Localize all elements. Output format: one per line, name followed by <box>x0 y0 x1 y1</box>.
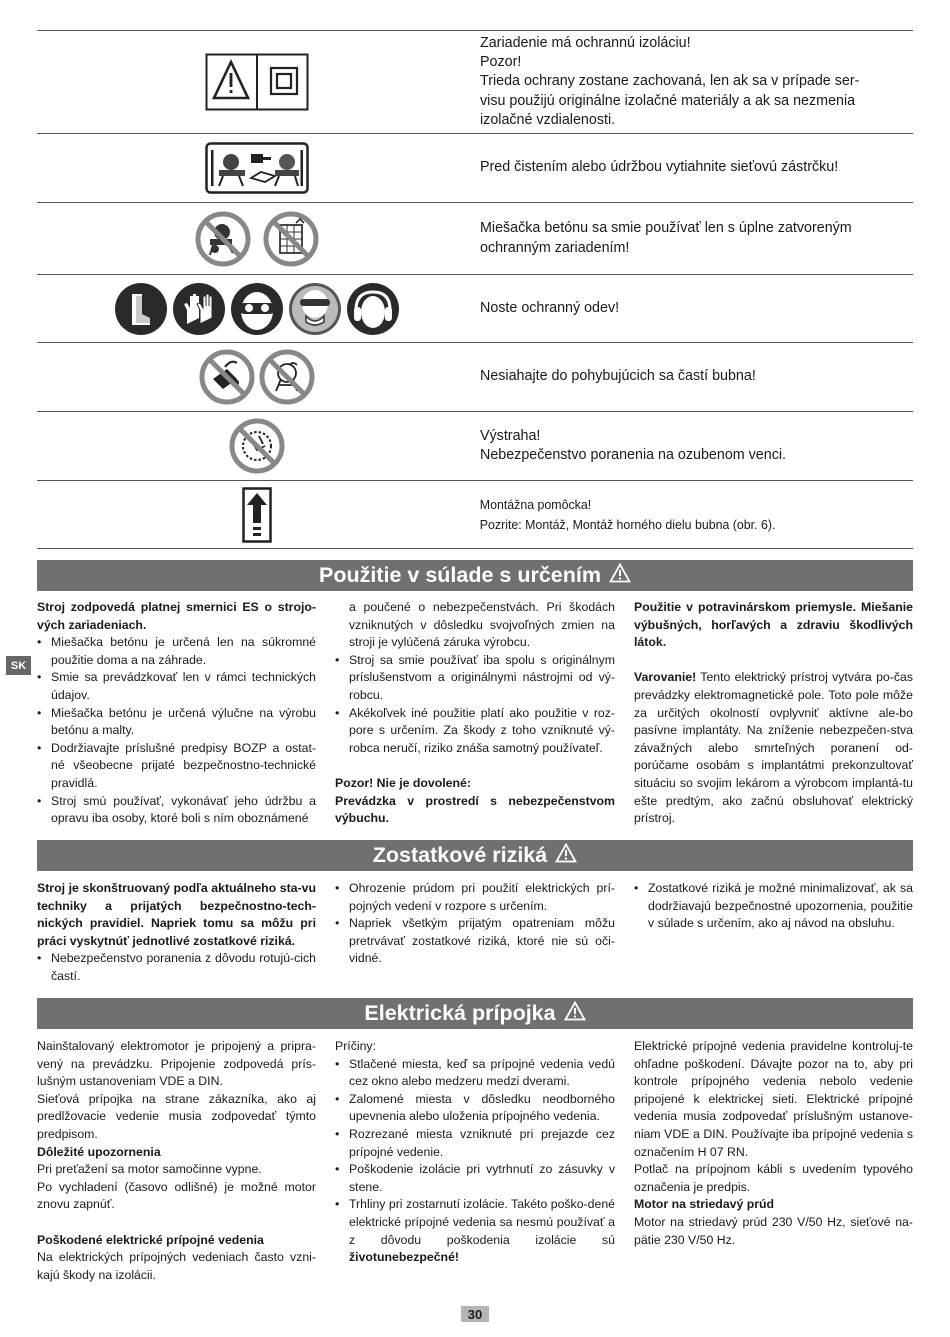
symbol-text: Montážna pomôcka! Pozrite: Montáž, Montáž horného dielu bubna (obr. 6). <box>479 497 776 532</box>
symbol-text: Výstraha! Nebezpečenstvo poranenia na ozubenom venci. <box>480 427 787 463</box>
section-header-electrical: Elektrická prípojka <box>37 998 913 1029</box>
no-open-guard-icon <box>263 211 319 267</box>
intended-use-col2: a poučené o nebezpečenstvách. Pri škodách vzniknutých v dôsledku svojvoľných zmien na stroji je vylúčená záruka výrobcu. • Stroj sa smie používať iba spolu s originálnym príslušenstvom a originálnymi nástrojmi od vý-robcu. • Akékoľvek iné použitie platí ako použitie v roz-pore s určením. Za škody z toho vzniknuté vý-robca neručí, riziko znáša samotný používateľ. Pozor! Nie je dovolené: Prevádzka v prostredí s nebezpečenstvom výbuchu. <box>335 599 615 828</box>
symbol-row <box>37 411 913 480</box>
symbol-row <box>37 133 913 202</box>
intended-use-col3: Použitie v potravinárskom priemysle. Miešanie výbušných, horľavých a zdraviu škodlivých látok. Varovanie! Tento elektrický prístroj vytvára po-čas prevádzky elektromagnetické pole. Toto pole môže za určitých okolností ovplyvniť aktívne ale-bo pasívne implantáty. Na zníženie nebezpečen-stva závažných alebo smrteľných poranení od-porúčame osobám s implantátmi prekonzultovať situáciu so svojim lekárom a výrobcom implantá-tu ešte predtým, ako začnú obsluhovať elektrický prístroj. <box>634 600 913 826</box>
residual-risks-col3: • Zostatkové riziká je možné minimalizovať, ak sa dodržiavajú bezpečnostné upozornenia, použitie v súlade s určením, ako aj návod na obsluhu. <box>634 880 913 933</box>
residual-risks-col1: Stroj je skonštruovaný podľa aktuálneho sta-vu techniky a prijatých bezpečnostno-tech-nických pravidiel. Napriek tomu sa môžu pri práci vyskytnúť jednotlivé zostatkové riziká. • Nebezpečenstvo poranenia z dôvodu rotujú-cich častí. <box>37 880 316 986</box>
intended-use-col1: Stroj zodpovedá platnej smernici ES o strojo-vých zariadeniach. • Miešačka betónu je určená len na súkromné použitie doma a na záhrade. • Smie sa prevádzkovať len v rámci technických údajov. • Miešačka betónu je určená výlučne na výrobu betónu a malty. • Dodržiavajte príslušné predpisy BOZP a ostat-né všeobecne prijaté bezpečnostno-technické pravidlá. • Stroj smú používať, vykonávať jeho údržbu a opravu iba osoby, ktoré boli s ním oboznámené <box>37 599 316 828</box>
language-tab: SK <box>6 656 31 675</box>
symbol-text: Nesiahajte do pohybujúcich sa častí bubna! <box>480 368 756 385</box>
symbol-row <box>37 342 913 411</box>
no-reach-drum-icon <box>199 349 255 405</box>
symbol-row <box>37 30 913 133</box>
electrical-col2: Príčiny: • Stlačené miesta, keď sa prípojné vedenia vedú cez okno alebo medzeru medzi dverami. • Zalomené miesta v dôsledku neodborného upevnenia alebo uloženia prípojného vedenia. • Rozrezané miesta vzniknuté pri prejazde cez prípojné vedenie. • Poškodenie izolácie pri vytrhnutí zo zásuvky v stene. • Trhliny pri zostarnutí izolácie. Takéto poško-dené elektrické prípojné vedenia sa nesmú používať a z dôvodu poškodenia izolácie sú životunebezpečné! <box>335 1038 615 1267</box>
dust-mask-icon <box>288 282 342 336</box>
unplug-before-maintenance-icon <box>205 142 309 194</box>
symbol-text: Zariadenie má ochrannú izoláciu! Pozor! Trieda ochrany zostane zachovaná, len ak sa v prípade ser- visu použijú originálne izolačné materiály a ak sa nezmenia izolačné vzdialenosti. <box>480 34 860 128</box>
electrical-col3: Elektrické prípojné vedenia pravidelne kontroluj-te ohľadne poškodení. Dávajte pozor na to, aby pri kontrole prípojného vedenia nebolo vedenie pripojené k elektrickej sieti. Elektrické prípojné vedenia musia zodpovedať príslušným ustanove-niam VDE a DIN. Používajte iba prípojné vedenia s označením H 07 RN. Potlač na prípojnom kábli s uvedením typového označenia je predpis. Motor na striedavý prúd Motor na striedavý prúd 230 V/50 Hz, sieťové na-pätie 230 V/50 Hz. <box>634 1039 913 1247</box>
section-header-intended-use: Použitie v súlade s určením <box>37 560 913 591</box>
electrical-col1: Nainštalovaný elektromotor je pripojený a pripra-vený na prevádzku. Pripojenie zodpovedá prís-lušným ustanoveniam VDE a DIN. Sieťová prípojka na strane zákazníka, ako aj predlžovacie vedenie musia zodpovedať týmto predpisom. Dôležité upozornenia Pri preťažení sa motor samočinne vypne. Po vychladení (časovo odlišné) je možné motor znovu zapnúť. Poškodené elektrické prípojné vedenia Na elektrických prípojných vedeniach často vzni-kajú škody na izolácii. <box>37 1039 316 1282</box>
gear-rim-hazard-icon <box>229 418 285 474</box>
safety-goggles-icon <box>230 282 284 336</box>
symbol-row <box>37 480 913 549</box>
no-open-mixer-icon <box>195 211 251 267</box>
symbol-text: Pred čistením alebo údržbou vytiahnite sieťovú zástrčku! <box>480 159 839 176</box>
symbol-row <box>37 274 913 342</box>
safety-boots-icon <box>114 282 168 336</box>
no-touch-moving-parts-icon <box>259 349 315 405</box>
protective-insulation-icon <box>205 53 309 111</box>
ear-protection-icon <box>346 282 400 336</box>
symbol-text: Noste ochranný odev! <box>480 299 620 316</box>
warning-triangle-icon <box>555 843 577 869</box>
safety-symbols-table <box>37 30 913 549</box>
warning-triangle-icon <box>564 1001 586 1027</box>
symbol-row <box>37 202 913 274</box>
assembly-aid-arrow-icon <box>242 487 272 543</box>
symbol-text: Miešačka betónu sa smie používať len s úplne zatvoreným ochranným zariadením! <box>480 220 852 256</box>
warning-triangle-icon <box>609 563 631 589</box>
section-header-residual-risks: Zostatkové riziká <box>37 840 913 871</box>
page-number: 30 <box>461 1306 489 1322</box>
residual-risks-col2: • Ohrozenie prúdom pri použití elektrických prí-pojných vedení v rozpore s určením. • Napriek všetkým prijatým opatreniam môžu pretrvávať zostatkové riziká, ktoré nie sú oči-vidné. <box>335 880 615 968</box>
safety-gloves-icon <box>172 282 226 336</box>
